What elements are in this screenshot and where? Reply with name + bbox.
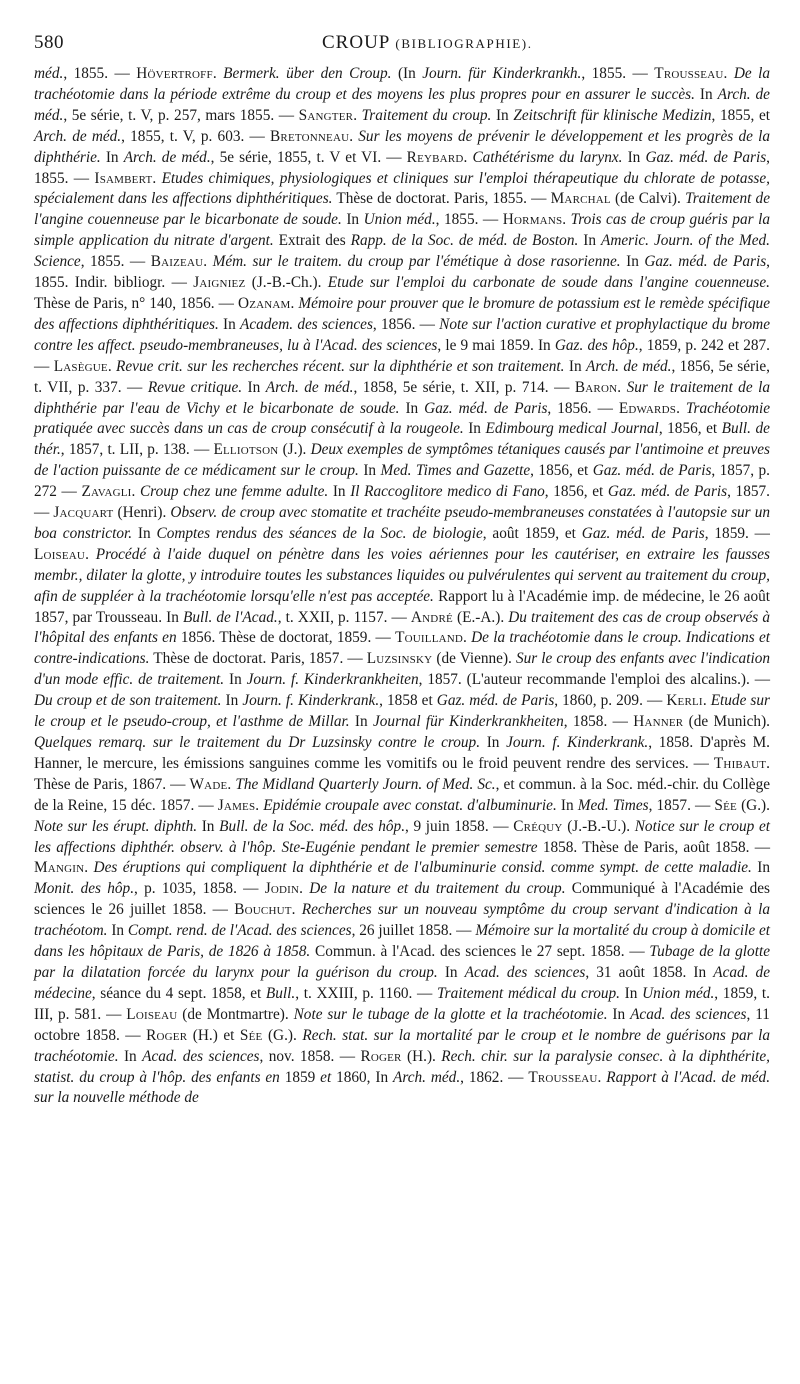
author-name: Kerli xyxy=(666,692,703,710)
italic-title: Quelques remarq. sur le traitement du Dr Luzsinsky contre le croup. xyxy=(34,734,481,751)
author-name: Sangter xyxy=(298,106,354,124)
roman-text: , 1862. — xyxy=(460,1068,529,1086)
roman-text: Thèse de doctorat. Paris, 1855. — xyxy=(332,190,551,208)
roman-text: , 1855. Indir. bibliogr. — xyxy=(34,253,770,292)
roman-text: (J.-B.-U.). xyxy=(562,817,635,835)
italic-title: Edimbourg medical Journal xyxy=(485,420,659,438)
roman-text: In xyxy=(437,963,465,981)
author-name: Baizeau xyxy=(150,253,204,271)
roman-text: , 11 octobre 1858. — xyxy=(34,1005,770,1044)
roman-text: , 1856, et xyxy=(530,462,593,480)
italic-title: Gaz. méd. de Paris xyxy=(644,253,767,271)
italic-title: Croup chez une femme adulte. xyxy=(139,483,329,501)
italic-title: Americ. Journ. of the Med. Science xyxy=(34,232,770,271)
italic-title: et xyxy=(320,1068,332,1086)
italic-title: Union méd. xyxy=(642,984,715,1002)
author-name: Sée xyxy=(714,796,737,814)
author-name: Ozanam xyxy=(237,294,291,312)
italic-title: Note sur l'action curative et prophylactique du brome contre les affect. pseudo-membraneuses, lu à l'Acad. des sciences xyxy=(34,315,770,354)
roman-text: In xyxy=(358,462,381,480)
roman-text: , le 9 mai 1859. In xyxy=(437,336,555,354)
author-name: Marchal xyxy=(550,190,611,208)
author-name: Sée xyxy=(239,1026,263,1044)
roman-text: Communiqué à l'Académie des sciences le 26 juillet 1858. — xyxy=(34,880,770,919)
italic-title: Acad. des sciences xyxy=(630,1005,747,1023)
author-name: Lasègue xyxy=(53,357,108,375)
roman-text: 1860, In xyxy=(331,1068,393,1086)
author-name: André xyxy=(410,608,453,626)
italic-title: Arch. méd. xyxy=(392,1068,461,1086)
roman-text: . xyxy=(290,294,299,312)
italic-title: Bull. de la Soc. méd. des hôp. xyxy=(219,817,406,835)
roman-text: . xyxy=(291,901,302,919)
italic-title: Traitement du croup. xyxy=(361,106,492,124)
roman-text: , 26 juillet 1858. — xyxy=(351,922,476,940)
italic-title: Du croup et de son traitement. xyxy=(34,692,222,710)
roman-text: , 1859, t. III, p. 581. — xyxy=(34,984,770,1023)
italic-title: Journ. f. Kinderkrankheiten xyxy=(246,671,419,689)
italic-title: Journ. f. Kinderkrank. xyxy=(506,734,649,751)
italic-title: Etude sur le croup et le pseudo-croup, et l'asthme de Millar. xyxy=(34,692,770,731)
roman-text: . xyxy=(597,1068,607,1086)
roman-text: In xyxy=(341,211,364,229)
italic-title: Procédé à l'aide duquel on pénètre dans les voies aériennes pour les cautériser, en extraire les fausses membr., dilater la glotte, y introduire toutes les substances liquides ou pulvérulentes qui servent au traitement du croup, afin de suppléer à la trachéotomie lorsqu'elle n'est pas acceptée. xyxy=(34,545,770,605)
roman-text: , 1859. — xyxy=(704,524,770,542)
italic-title: Monit. des hôp. xyxy=(34,880,135,898)
author-name: Wade xyxy=(189,775,228,793)
italic-title: Gaz. méd. de Paris xyxy=(581,524,705,542)
italic-title: Revue crit. sur les recherches récent. sur la diphthérie et son traitement. xyxy=(116,357,565,375)
roman-text: , 1856, et xyxy=(544,483,608,501)
roman-text: , 1858. — xyxy=(563,713,634,731)
author-name: Baron xyxy=(574,378,618,396)
italic-title: Zeitschrift für klinische Medizin xyxy=(513,106,712,124)
roman-text: , p. 1035, 1858. — xyxy=(134,880,265,898)
italic-title: Observ. de croup avec stomatite et trachéite pseudo-membraneuses constatées à l'autopsie sur un boa constrictor. xyxy=(34,504,770,542)
roman-text: , 31 août 1858. In xyxy=(585,963,714,981)
author-name: Roger xyxy=(360,1047,402,1065)
author-name: Trousseau xyxy=(654,65,724,82)
italic-title: Trachéotomie pratiquée avec succès dans un cas de croup consécutif à la rougeole. xyxy=(34,399,770,438)
italic-title: Cathétérisme du larynx. xyxy=(472,148,623,166)
roman-text: . xyxy=(84,859,94,877)
italic-title: Acad. des sciences xyxy=(142,1047,260,1065)
italic-title: Journ. f. Kinderkrank. xyxy=(242,692,380,710)
roman-text: In xyxy=(242,378,266,396)
italic-title: Union méd. xyxy=(363,211,436,229)
roman-text: Rapport lu à l'Académie imp. de médecine, le 26 août 1857, par Trousseau. In xyxy=(34,587,770,626)
page-number: 580 xyxy=(34,32,64,53)
italic-title: Med. Times and Gazette xyxy=(380,462,531,480)
roman-text: (J.). xyxy=(278,441,311,459)
roman-text: . xyxy=(353,106,362,124)
italic-title: Mémoire pour prouver que le bromure de potassium est le remède spécifique des affections diphthéritiques. xyxy=(34,294,770,333)
author-name: Créquy xyxy=(513,817,563,835)
roman-text: , 1858 et xyxy=(379,692,437,710)
roman-text: (H.) et xyxy=(187,1026,240,1044)
author-name: Loiseau xyxy=(34,545,86,563)
bibliography-paragraph xyxy=(34,64,770,1109)
roman-text: In xyxy=(218,315,240,333)
roman-text: , et commun. à la Soc. méd.-chir. du Collège de la Reine, 15 déc. 1857. — xyxy=(34,775,771,814)
roman-text: , 1857, p. 272 — xyxy=(34,462,770,501)
roman-text: , séance du 4 sept. 1858, et xyxy=(91,984,266,1002)
running-title xyxy=(322,32,533,54)
roman-text: . xyxy=(676,399,686,417)
roman-text: , 1860, p. 209. — xyxy=(554,692,667,710)
italic-title: Etudes chimiques, physiologiques et cliniques sur l'emploi thérapeutique du chlorate de potasse, spécialement dans les affections diphthéritiques. xyxy=(34,169,770,208)
roman-text: In xyxy=(556,796,578,814)
roman-text: (Henri). xyxy=(113,504,171,522)
roman-text: , 1855. — xyxy=(80,253,151,271)
italic-title: Deux exemples de symptômes tétaniques causés par l'antimoine et preuves de l'action puissante de ce médicament sur le croup. xyxy=(34,441,771,480)
italic-title: Bull. xyxy=(265,984,296,1002)
italic-title: Journ. für Kinderkrankh. xyxy=(422,65,582,82)
italic-title: Il Raccoglitore medico di Fano xyxy=(350,483,545,501)
roman-text: In xyxy=(399,399,425,417)
roman-text: . xyxy=(702,692,711,710)
roman-text: (In xyxy=(391,65,423,82)
italic-title: Journal für Kinderkrankheiten xyxy=(372,713,564,731)
roman-text: . xyxy=(723,65,734,82)
italic-title: Gaz. des hôp. xyxy=(554,336,639,354)
roman-text: , 1856. — xyxy=(372,315,440,333)
roman-text: , 1857. (L'auteur recommande l'emploi des alcalins.). — xyxy=(418,671,770,689)
italic-title: Acad. de médecine xyxy=(34,963,770,1002)
author-name: Mangin xyxy=(34,859,85,877)
roman-text: In xyxy=(694,85,718,103)
roman-text: (de Vienne). xyxy=(432,650,516,668)
roman-text: , t. XXIII, p. 1160. — xyxy=(295,984,437,1002)
roman-text: In xyxy=(132,524,157,542)
roman-text: , 1855, t. V, p. 603. — xyxy=(121,127,271,145)
italic-title: Sur le traitement de la diphthérie par l'eau de Vichy et le bicarbonate de soude. xyxy=(34,378,770,417)
roman-text: . xyxy=(227,775,236,793)
roman-text: . xyxy=(85,545,96,563)
italic-title: De la nature et du traitement du croup. xyxy=(309,880,566,898)
running-title-main: CROUP xyxy=(322,32,390,53)
roman-text: In xyxy=(197,817,220,835)
author-name: Loiseau xyxy=(126,1005,178,1023)
author-name: Luzsinsky xyxy=(366,650,433,668)
roman-text: , 1857. — xyxy=(34,483,770,522)
italic-title: Rech. chir. sur la paralysie consec. à la diphthérite, statist. du croup à l'hôp. des enfants en xyxy=(34,1047,770,1086)
roman-text: . xyxy=(617,378,627,396)
author-name: James xyxy=(217,796,256,814)
italic-title: Des éruptions qui compliquent la diphthérie et de l'albuminurie consid. comme sympt. de cette maladie. xyxy=(93,859,752,877)
roman-text: In xyxy=(221,692,243,710)
author-name: Reybard xyxy=(406,148,464,166)
italic-title: Compt. rend. de l'Acad. des sciences xyxy=(127,922,352,940)
italic-title: Trois cas de croup guéris par la simple application du nitrate d'argent. xyxy=(34,211,770,250)
roman-text: Extrait des xyxy=(273,232,351,250)
roman-text: , 1859, p. 242 et 287. — xyxy=(34,336,770,375)
author-name: Jacquart xyxy=(53,504,114,522)
roman-text: . xyxy=(349,127,359,145)
author-name: Jaigniez xyxy=(193,274,246,292)
italic-title: Arch. de méd. xyxy=(585,357,672,375)
italic-title: Arch. de méd. xyxy=(123,148,211,166)
italic-title: Arch. de méd. xyxy=(34,127,122,145)
roman-text: . xyxy=(212,65,224,82)
roman-text: (E.-A.). xyxy=(452,608,509,626)
roman-text: , t. XXII, p. 1157. — xyxy=(277,608,411,626)
author-name: Jodin xyxy=(264,880,300,898)
italic-title: Comptes rendus des séances de la Soc. de biologie xyxy=(156,524,483,542)
italic-title: Recherches sur un nouveau symptôme du croup servant d'indication à la trachéotom. xyxy=(34,901,770,940)
author-name: Edwards xyxy=(618,399,677,417)
roman-text: (J.-B.-Ch.). xyxy=(245,274,328,292)
roman-text: In xyxy=(463,420,486,438)
roman-text: , 5e série, t. V, p. 257, mars 1855. — xyxy=(63,106,299,124)
roman-text: In xyxy=(107,922,128,940)
roman-text: . xyxy=(299,880,310,898)
roman-text: , 1857, t. LII, p. 138. — xyxy=(60,441,214,459)
italic-title: Du traitement des cas de croup observés à l'hôpital des enfants en xyxy=(34,608,771,647)
italic-title: Revue critique. xyxy=(147,378,243,396)
italic-title: De la trachéotomie dans le croup. Indications et contre-indications. xyxy=(34,629,771,668)
roman-text: . xyxy=(255,796,264,814)
author-name: Hövertroff xyxy=(136,65,213,82)
italic-title: Gaz. méd. de Paris xyxy=(592,462,712,480)
italic-title: Rapport à l'Acad. de méd. sur la nouvelle méthode de xyxy=(34,1068,771,1107)
italic-title: Rapp. de la Soc. de méd. de Boston. xyxy=(350,232,579,250)
author-name: Hanner xyxy=(633,713,684,731)
italic-title: Note sur le tubage de la glotte et la trachéotomie. xyxy=(293,1005,608,1023)
author-name: Roger xyxy=(146,1026,188,1044)
roman-text: , 1855. — xyxy=(63,65,137,82)
roman-text: (H.). xyxy=(401,1047,442,1065)
roman-text: , août 1859, et xyxy=(482,524,582,542)
roman-text: , 1855. — xyxy=(34,148,770,187)
italic-title: De la trachéotomie dans la période extrême du croup et des moyens les plus propres pour en assurer le succès. xyxy=(34,65,771,103)
roman-text: , 1856. — xyxy=(547,399,619,417)
roman-text: In xyxy=(349,713,373,731)
running-title-sub: (BIBLIOGRAPHIE). xyxy=(395,36,533,51)
italic-title: Traitement médical du croup. xyxy=(437,984,620,1002)
roman-text: . xyxy=(463,148,473,166)
italic-title: The Midland Quarterly Journ. of Med. Sc. xyxy=(235,775,496,793)
italic-title: Etude sur l'emploi du carbonate de soude dans l'angine couenneuse. xyxy=(327,274,770,292)
author-name: Thibaut xyxy=(713,754,767,772)
roman-text: In xyxy=(118,1047,143,1065)
roman-text: . xyxy=(131,483,140,501)
italic-title: Sur les moyens de prévenir le développement et les progrès de la diphthérie. xyxy=(34,127,770,166)
italic-title: Arch. de méd. xyxy=(265,378,354,396)
roman-text: In xyxy=(620,253,645,271)
italic-title: Mém. sur le traitem. du croup par l'émétique à dose rasorienne. xyxy=(212,253,621,271)
roman-text: . xyxy=(463,629,472,647)
italic-title: Sur le croup des enfants avec l'indication d'un mode effic. de traitement. xyxy=(34,650,771,689)
roman-text: (de Calvi). xyxy=(610,190,686,208)
author-name: Touilland xyxy=(395,629,464,647)
roman-text: In xyxy=(751,859,770,877)
italic-title: Note sur les érupt. diphth. xyxy=(34,817,198,835)
roman-text: In xyxy=(578,232,601,250)
italic-title: Gaz. méd. de Paris xyxy=(645,148,767,166)
roman-text: . xyxy=(107,357,117,375)
roman-text: In xyxy=(619,984,643,1002)
roman-text: , 1856, et xyxy=(658,420,722,438)
roman-text: 1856. Thèse de doctorat, 1859. — xyxy=(176,629,396,647)
roman-text: , 1858, 5e série, t. XII, p. 714. — xyxy=(353,378,575,396)
italic-title: Tubage de la glotte par la dilatation forcée du larynx pour la guérison du croup. xyxy=(34,943,770,981)
italic-title: Traitement de l'angine couenneuse par le bicarbonate de soude. xyxy=(34,190,770,229)
roman-text: , 1855, et xyxy=(711,106,770,124)
roman-text: Thèse de Paris, n° 140, 1856. — xyxy=(34,294,238,312)
italic-title: Med. Times xyxy=(577,796,649,814)
italic-title: Bull. de thér. xyxy=(34,420,770,459)
roman-text: , 1857. — xyxy=(648,796,715,814)
italic-title: Gaz. méd. de Paris xyxy=(607,483,728,501)
roman-text: . xyxy=(562,211,571,229)
author-name: Isambert xyxy=(94,169,153,187)
author-name: Hormans xyxy=(502,211,563,229)
roman-text: (G.). xyxy=(262,1026,303,1044)
bibliography-text xyxy=(34,64,770,1109)
roman-text: 1858. Thèse de Paris, août 1858. — xyxy=(537,838,770,856)
roman-text: (G.). xyxy=(736,796,770,814)
italic-title: Gaz. méd. de Paris xyxy=(436,692,555,710)
italic-title: Academ. des sciences xyxy=(240,315,373,333)
italic-title: Notice sur le croup et les affections diphthér. observ. à l'hôp. Ste-Eugénie pendant le premier semestre xyxy=(34,817,770,856)
roman-text: . xyxy=(203,253,213,271)
roman-text: , 1855. — xyxy=(435,211,503,229)
roman-text: In xyxy=(491,106,514,124)
roman-text: , 1855. — xyxy=(581,65,655,82)
roman-text: In xyxy=(328,483,351,501)
italic-title: Epidémie croupale avec constat. d'albuminurie. xyxy=(263,796,557,814)
roman-text: . xyxy=(152,169,162,187)
roman-text: In xyxy=(607,1005,631,1023)
roman-text: , 5e série, 1855, t. V et VI. — xyxy=(210,148,407,166)
italic-title: Bermerk. über den Croup. xyxy=(223,65,392,82)
author-name: Trousseau xyxy=(528,1068,598,1086)
italic-title: Arch. de méd. xyxy=(34,85,770,124)
author-name: Zavagli xyxy=(81,483,132,501)
roman-text: Commun. à l'Acad. des sciences le 27 sept. 1858. — xyxy=(310,943,650,961)
roman-text: , nov. 1858. — xyxy=(259,1047,361,1065)
roman-text: In xyxy=(100,148,124,166)
italic-title: Bull. de l'Acad. xyxy=(182,608,278,626)
roman-text: In xyxy=(564,357,586,375)
italic-title: Mémoire sur la mortalité du croup à domicile et dans les hôpitaux de Paris, de 1826 à 1858. xyxy=(34,922,770,961)
author-name: Bouchut xyxy=(234,901,292,919)
running-head xyxy=(34,30,770,64)
roman-text: Thèse de doctorat. Paris, 1857. — xyxy=(149,650,367,668)
italic-title: Rech. stat. sur la mortalité par le croup et le nombre de guérisons par la trachéotomie. xyxy=(34,1026,771,1065)
italic-title: Gaz. méd. de Paris xyxy=(424,399,548,417)
roman-text: , 1856, 5e série, t. VII, p. 337. — xyxy=(34,357,770,396)
roman-text: , 1858. D'après M. Hanner, le mercure, les émissions sanguines comme les vomitifs ou le froid peuvent rendre des services. — xyxy=(34,734,771,772)
roman-text: . Thèse de Paris, 1867. — xyxy=(34,754,770,793)
roman-text: In xyxy=(224,671,247,689)
roman-text: In xyxy=(622,148,646,166)
italic-title: Acad. des sciences xyxy=(464,963,586,981)
roman-text: In xyxy=(480,734,507,751)
roman-text: (de Munich). xyxy=(683,713,770,731)
author-name: Elliotson xyxy=(213,441,279,459)
author-name: Bretonneau xyxy=(270,127,350,145)
roman-text: (de Montmartre). xyxy=(177,1005,294,1023)
roman-text: 1859 xyxy=(279,1068,321,1086)
roman-text: , 9 juin 1858. — xyxy=(405,817,514,835)
italic-title: méd. xyxy=(34,65,64,82)
